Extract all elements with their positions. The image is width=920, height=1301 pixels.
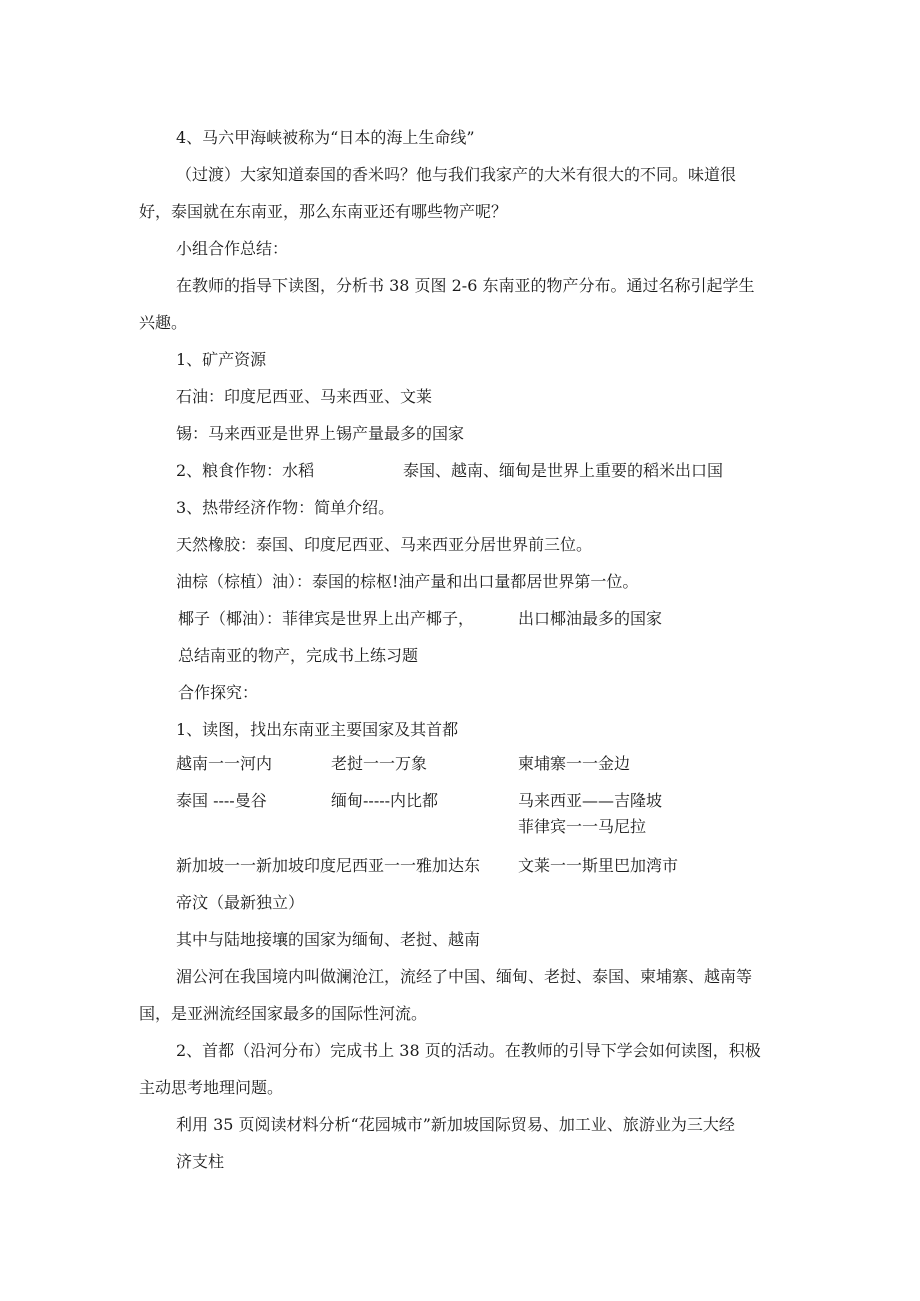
coconut-line-cont: 出口椰油最多的国家: [518, 609, 663, 628]
capital-vietnam: 越南一一河内: [176, 754, 273, 773]
group-summary-title: 小组合作总结：: [176, 239, 289, 258]
capitals-task: 1、读图，找出东南亚主要国家及其首都: [176, 720, 459, 739]
heading-malacca: 4、马六甲海峡被称为“日本的海上生命线”: [176, 128, 475, 147]
capital-thailand: 泰国 ----曼谷: [176, 791, 267, 810]
paragraph-reading-map-cont: 兴趣。: [139, 313, 188, 332]
coconut-line: 椰子（椰油）：菲律宾是世界上出产椰子，: [178, 609, 475, 628]
singapore-paragraph: 利用 35 页阅读材料分析“花园城市”新加坡国际贸易、加工业、旅游业为三大经: [176, 1115, 735, 1134]
capitals-activity-paragraph-cont: 主动思考地理问题。: [139, 1078, 284, 1097]
tropical-crops-heading: 3、热带经济作物：简单介绍。: [176, 498, 395, 517]
singapore-paragraph-cont: 济支柱: [176, 1152, 225, 1171]
paragraph-transition-cont: 好，泰国就在东南亚，那么东南亚还有哪些物产呢？: [139, 202, 508, 221]
capital-philippines: 菲律宾一一马尼拉: [518, 817, 647, 836]
capital-malaysia: 马来西亚——吉隆坡: [518, 791, 663, 810]
capital-cambodia: 柬埔寨一一金边: [518, 754, 631, 773]
capitals-activity-paragraph: 2、首都（沿河分布）完成书上 38 页的活动。在教师的引导下学会如何读图，积极: [176, 1041, 761, 1060]
east-timor-line: 帝汶（最新独立）: [176, 893, 305, 912]
mekong-paragraph: 湄公河在我国境内叫做澜沧江，流经了中国、缅甸、老挝、泰国、柬埔寨、越南等: [176, 967, 753, 986]
capital-laos: 老挝一一万象: [331, 754, 428, 773]
summary-line: 总结南亚的物产，完成书上练习题: [178, 646, 419, 665]
rice-export-text: 泰国、越南、缅甸是世界上重要的稻米出口国: [403, 461, 724, 480]
oil-line: 石油：印度尼西亚、马来西亚、文莱: [176, 387, 433, 406]
mineral-resources-heading: 1、矿产资源: [176, 350, 267, 369]
rubber-line: 天然橡胶：泰国、印度尼西亚、马来西亚分居世界前三位。: [176, 535, 593, 554]
tin-line: 锡：马来西亚是世界上锡产量最多的国家: [176, 424, 465, 443]
land-neighbors-line: 其中与陆地接壤的国家为缅甸、老挝、越南: [176, 930, 481, 949]
capital-brunei: 文莱一一斯里巴加湾市: [518, 856, 679, 875]
paragraph-transition: （过渡）大家知道泰国的香米吗？他与我们我家产的大米有很大的不同。味道很: [176, 165, 737, 184]
mekong-paragraph-cont: 国，是亚洲流经国家最多的国际性河流。: [139, 1004, 428, 1023]
palm-oil-line: 油棕（棕植）油）：泰国的棕枢!油产量和出口量都居世界第一位。: [176, 572, 639, 591]
capital-myanmar: 缅甸-----内比都: [331, 791, 439, 810]
cooperative-inquiry-heading: 合作探究：: [178, 683, 259, 702]
paragraph-reading-map: 在教师的指导下读图，分析书 38 页图 2-6 东南亚的物产分布。通过名称引起学生: [176, 276, 755, 295]
grain-crops-heading: 2、粮食作物：水稻: [176, 461, 315, 480]
capital-singapore-indonesia: 新加坡一一新加坡印度尼西亚一一雅加达东: [176, 856, 481, 875]
